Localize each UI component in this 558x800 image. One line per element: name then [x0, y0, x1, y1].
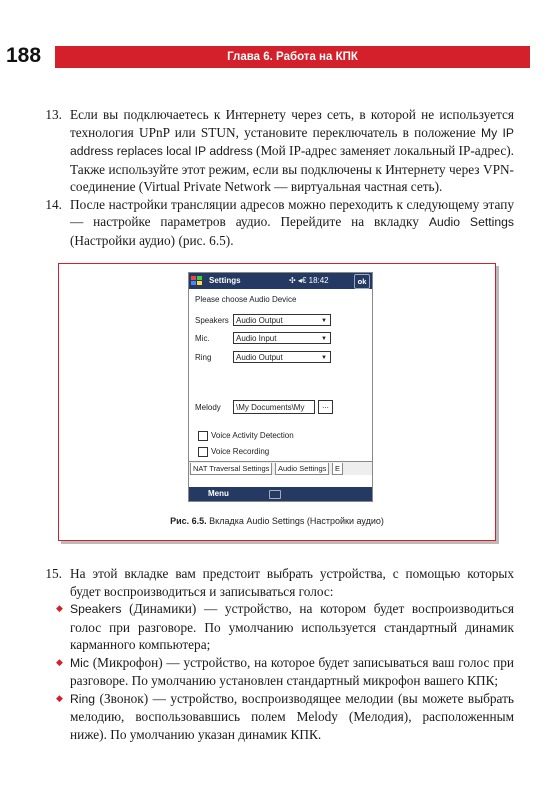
bullet-diamond-icon: ◆: [56, 692, 63, 703]
bullet-term: Speakers: [70, 602, 122, 616]
item-text: (Мой IP-адрес заменяет локальный IP-адрес). Также используйте этот режим, если вы подключены к Интернету через VPN-соединение (Virtual Private Network — виртуальная частная сеть).: [70, 143, 514, 194]
list-item-14: [30, 196, 514, 250]
page-header: [6, 46, 526, 68]
bullet-mic: [30, 654, 514, 690]
voice-recording-label: Voice Recording: [211, 447, 270, 456]
pda-screenshot: [188, 272, 373, 502]
item-text: (Настройки аудио) (рис. 6.5).: [70, 232, 234, 248]
speakers-value: Audio Output: [236, 316, 283, 325]
tab-strip: [189, 461, 372, 475]
melody-label: Melody: [195, 403, 221, 412]
item-term: My IP address replaces local IP address: [70, 125, 514, 158]
mic-label: Mic.: [195, 334, 210, 343]
tab-audio-settings[interactable]: Audio Settings: [275, 463, 329, 475]
list-item-13: [30, 106, 514, 196]
speakers-label: Speakers: [195, 316, 229, 325]
chevron-down-icon: ▼: [321, 318, 327, 324]
chevron-down-icon: ▼: [321, 355, 327, 361]
tab-next[interactable]: E: [332, 463, 343, 475]
body-text-top: [30, 106, 514, 249]
page-number: 188: [6, 44, 42, 67]
bullet-ring: [30, 690, 514, 744]
pda-status: ✣ ◂€ 18:42: [289, 276, 329, 285]
bullet-diamond-icon: ◆: [56, 656, 63, 667]
item-text: После настройки трансляции адресов можно переходить к следующему этапу — настройке параметров аудио. Перейдите на вкладку: [70, 196, 514, 229]
figure-caption: [59, 516, 495, 526]
bullet-text: (Микрофон) — устройство, на которое будет записываться ваш голос при разговоре. По умолчанию установлен стандартный микрофон вашего КПК;: [70, 654, 514, 688]
bullet-diamond-icon: ◆: [56, 603, 63, 613]
voice-activity-label: Voice Activity Detection: [211, 431, 294, 440]
item-term: Audio Settings: [428, 215, 514, 229]
bullet-text: (Динамики) — устройство, на котором будет воспроизводиться голос при разговоре. По умолчанию используется стандартный динамик карманного компьютера;: [70, 601, 514, 652]
item-number: 13.: [45, 107, 62, 122]
windows-flag-icon: [191, 276, 202, 286]
ring-value: Audio Output: [236, 353, 283, 362]
figure-6-5: [58, 263, 496, 541]
keyboard-icon[interactable]: [269, 490, 281, 499]
caption-text: Вкладка Audio Settings (Настройки аудио): [206, 516, 384, 526]
pda-title-bar: [189, 273, 372, 289]
bullet-text: (Звонок) — устройство, воспроизводящее мелодии (вы можете выбрать мелодию, воспользовавшись полем Melody (Мелодия), расположенным ниже). По умолчанию указан динамик КПК.: [70, 690, 514, 742]
mic-select[interactable]: [233, 332, 331, 344]
prompt-label: Please choose Audio Device: [195, 295, 297, 304]
chevron-down-icon: ▼: [321, 336, 327, 342]
bullet-term: Ring: [70, 691, 96, 706]
voice-recording-checkbox[interactable]: [198, 447, 208, 457]
caption-label: Рис. 6.5.: [170, 516, 207, 526]
speakers-select[interactable]: [233, 314, 331, 326]
item-text: Если вы подключаетесь к Интернету через сеть, в которой не используется технология UPnP или STUN, установите переключатель в положение: [70, 107, 514, 140]
chapter-title-bar: Глава 6. Работа на КПК: [55, 46, 530, 68]
item-number: 15.: [45, 566, 62, 581]
pda-menu-bar: [189, 487, 372, 501]
melody-field[interactable]: \My Documents\My: [233, 400, 315, 414]
browse-button[interactable]: ...: [318, 400, 333, 414]
menu-button[interactable]: Menu: [208, 489, 229, 498]
list-item-15: [30, 565, 514, 600]
voice-activity-checkbox[interactable]: [198, 431, 208, 441]
ring-select[interactable]: [233, 351, 331, 363]
bullet-term: Mic: [70, 655, 89, 670]
pda-title: Settings: [209, 276, 241, 285]
tab-nat-traversal[interactable]: NAT Traversal Settings: [190, 463, 272, 475]
ok-button[interactable]: ok: [354, 274, 370, 289]
body-text-bottom: [30, 565, 514, 743]
ring-label: Ring: [195, 353, 212, 362]
item-number: 14.: [45, 196, 62, 212]
bullet-speakers: [30, 600, 514, 654]
item-text: На этой вкладке вам предстоит выбрать устройства, с помощью которых будет воспроизводиться и записываться голос:: [70, 566, 514, 599]
mic-value: Audio Input: [236, 334, 277, 343]
